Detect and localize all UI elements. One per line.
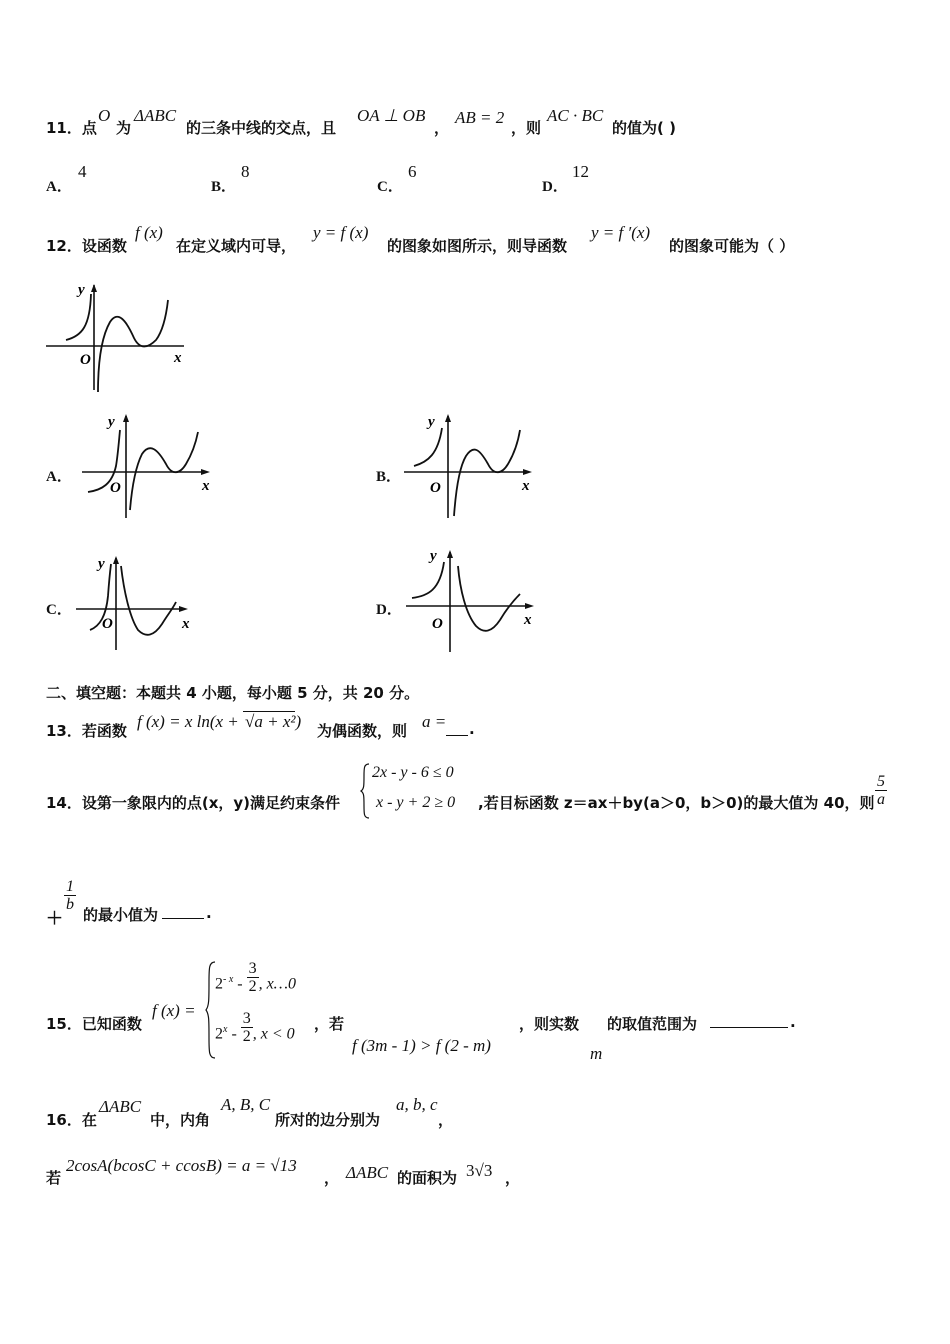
q12-c-x-label: x: [182, 616, 190, 632]
q12-y-eq-f: y = f (x): [313, 223, 369, 242]
q12-d-y-label: y: [430, 548, 437, 564]
q14-answer-blank[interactable]: [162, 902, 204, 919]
q11-option-a-label[interactable]: A．: [46, 179, 72, 195]
q14-brace: [360, 762, 370, 820]
q15-answer-blank[interactable]: [710, 1011, 788, 1028]
q16-area: 3√3: [466, 1161, 493, 1180]
q12-text-2: 的图象如图所示，则导函数: [387, 237, 568, 255]
q12-option-c-label[interactable]: C．: [46, 602, 72, 618]
q13-text-2: .: [469, 720, 475, 738]
q15-text-4: .: [790, 1013, 796, 1031]
q14-text-3: .: [206, 904, 212, 922]
q12-option-c-graph[interactable]: [72, 552, 202, 652]
q11-text-5: 的值为( ): [612, 119, 676, 137]
q11-option-c-value: 6: [408, 162, 417, 181]
q12-option-b-label[interactable]: B．: [376, 469, 402, 485]
q16-text-3: ，: [438, 1111, 454, 1129]
q11-option-d-label[interactable]: D．: [542, 179, 568, 195]
q11-option-d-value: 12: [572, 162, 589, 181]
q15-text-2: ，则实数: [519, 1015, 580, 1033]
q12-y-eq-fprime: y = f ′(x): [591, 223, 651, 242]
q11-option-a-value: 4: [78, 162, 87, 181]
q14-constraint-2: x - y + 2 ≥ 0: [376, 794, 456, 811]
q16-number: 16．在: [46, 1111, 97, 1129]
q12-option-d-label[interactable]: D．: [376, 602, 402, 618]
q11-text-2: 的三条中线的交点，且: [186, 119, 337, 137]
q15-text-3: 的取值范围为: [607, 1015, 698, 1033]
q12-text-3: 的图象可能为（ ）: [669, 237, 795, 255]
q11-option-c-label[interactable]: C．: [377, 179, 403, 195]
q11-text-4: ，则: [511, 119, 542, 137]
q11-triangle: ΔABC: [134, 106, 177, 125]
q12-a-origin-label: O: [110, 480, 121, 496]
q16-triangle: ΔABC: [99, 1097, 142, 1116]
q12-main-graph: [44, 280, 194, 395]
q11-text-3: ，: [434, 119, 450, 137]
q12-main-origin-label: O: [80, 352, 91, 368]
q16-text-1: 中，内角: [150, 1111, 211, 1129]
q11-point-o: O: [98, 106, 111, 125]
q15-text-1: ，若: [314, 1015, 345, 1033]
q12-a-x-label: x: [202, 478, 210, 494]
q11-condition-perp: OA ⊥ OB: [357, 106, 426, 125]
q12-option-d-graph[interactable]: [402, 544, 547, 656]
q16-text-2: 所对的边分别为: [275, 1111, 381, 1129]
q15-variable-m: m: [590, 1044, 603, 1063]
q12-b-y-label: y: [428, 414, 435, 430]
q13-text-1: 为偶函数，则: [317, 722, 408, 740]
q14-fraction-1-over-b: $\frac{1}{b}$: [66, 878, 74, 913]
q14-fraction-5-over-a: $\frac{5}{a}$: [877, 773, 885, 808]
q16-equation: 2cosA(bcosC + ccosB) = a = √13: [66, 1156, 297, 1175]
q13-answer-blank[interactable]: [446, 719, 468, 736]
q11-number: 11．点: [46, 119, 97, 137]
q16-sides: a, b, c: [396, 1095, 438, 1114]
q12-b-origin-label: O: [430, 480, 441, 496]
q12-a-y-label: y: [108, 414, 115, 430]
q12-option-b-graph[interactable]: [400, 410, 545, 522]
q14-plus: ＋: [46, 909, 63, 929]
q12-option-a-graph[interactable]: [78, 410, 223, 522]
q13-a-equals: a =: [422, 712, 447, 731]
q14-constraint-1: 2x - y - 6 ≤ 0: [372, 764, 454, 781]
q13-function: f (x) = x ln(x + √a + x²): [137, 712, 302, 731]
section-heading: 二、填空题：本题共 4 小题，每小题 5 分，共 20 分。: [46, 684, 420, 702]
q16-angles: A, B, C: [221, 1095, 271, 1114]
q12-main-x-label: x: [174, 350, 182, 366]
q12-option-a-label[interactable]: A．: [46, 469, 72, 485]
q12-b-x-label: x: [522, 478, 530, 494]
q11-text-1: 为: [116, 119, 132, 137]
q14-number: 14．设第一象限内的点(x，y)满足约束条件: [46, 794, 341, 812]
q12-main-y-label: y: [78, 282, 85, 298]
q14-text-2: 的最小值为: [83, 906, 159, 924]
q16-text-5: 的面积为: [397, 1169, 458, 1187]
q11-expression: AC · BC: [547, 106, 604, 125]
q15-number: 15．已知函数: [46, 1015, 142, 1033]
q15-piece-1: $2^{- x}$ - $\frac{3}{2}$ , x…0: [215, 960, 296, 996]
q14-text-1: ,若目标函数 z＝ax＋by(a＞0，b＞0)的最大值为 40，则: [478, 794, 875, 812]
q12-c-origin-label: O: [102, 616, 113, 632]
q11-option-b-label[interactable]: B．: [211, 179, 237, 195]
q12-d-x-label: x: [524, 612, 532, 628]
q12-d-origin-label: O: [432, 616, 443, 632]
q12-function: f (x): [135, 223, 163, 242]
q12-c-y-label: y: [98, 556, 105, 572]
q15-piece-2: 2$^x$ - $\frac{3}{2}$ , x < 0: [215, 1010, 295, 1046]
q13-number: 13．若函数: [46, 722, 127, 740]
q11-condition-ab: AB = 2: [455, 108, 505, 127]
q15-function: f (x) =: [152, 1001, 196, 1020]
q16-if: 若: [46, 1169, 62, 1187]
q12-text-1: 在定义域内可导，: [176, 237, 297, 255]
q15-inequality: f (3m - 1) > f (2 - m): [352, 1036, 491, 1055]
q16-triangle-2: ΔABC: [346, 1163, 389, 1182]
q12-number: 12．设函数: [46, 237, 127, 255]
q11-option-b-value: 8: [241, 162, 250, 181]
q16-text-6: ，: [505, 1169, 521, 1187]
q16-text-4: ，: [324, 1169, 340, 1187]
